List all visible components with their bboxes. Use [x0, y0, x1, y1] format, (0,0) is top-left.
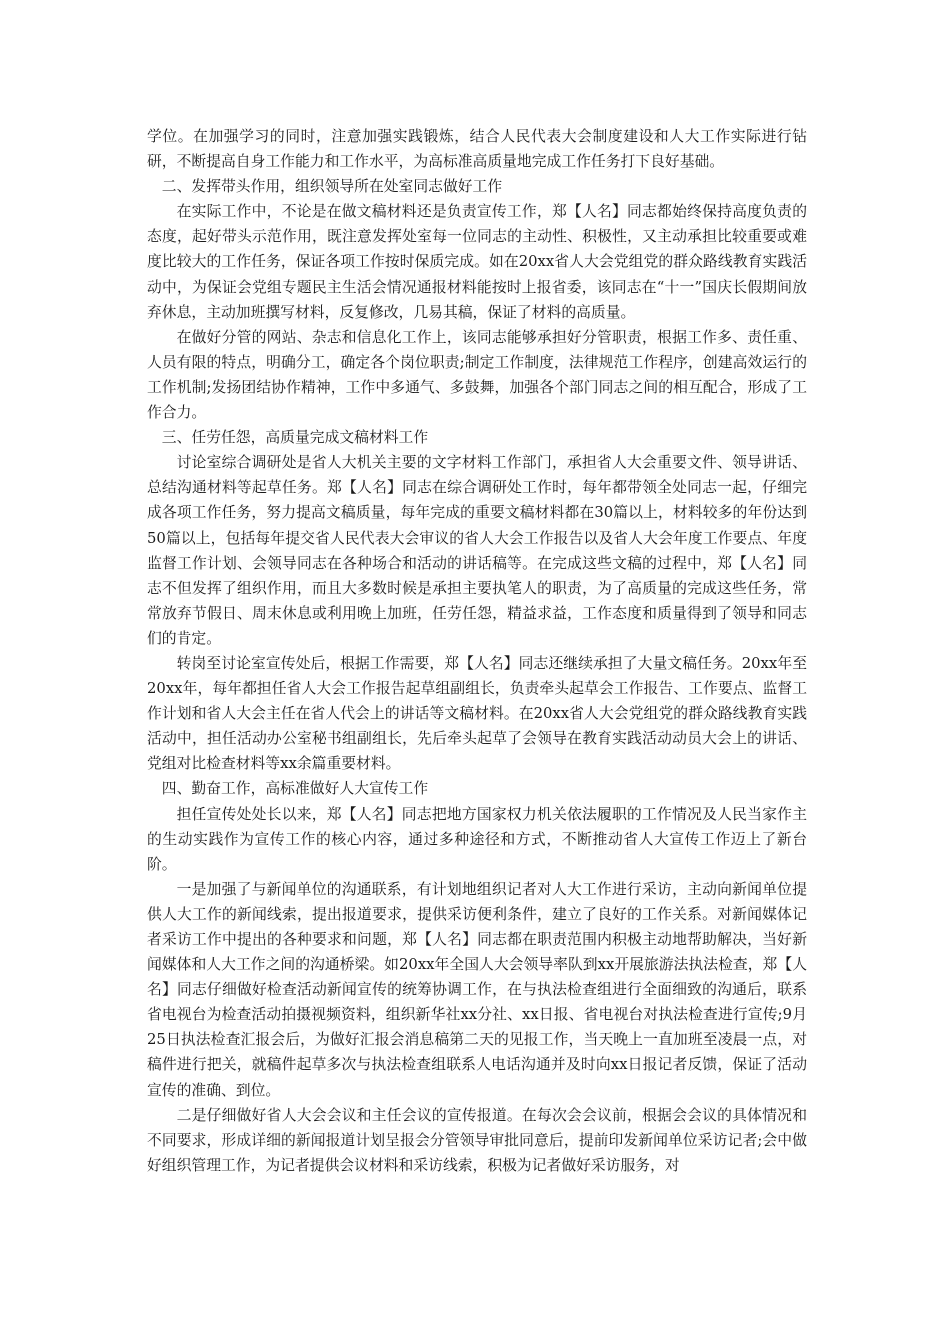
paragraph: 转岗至讨论室宣传处后，根据工作需要，郑【人名】同志还继续承担了大量文稿任务。20xx年至20xx年，每年都担任省人大会工作报告起草组副组长，负责牵头起草会工作报告、工作要点、监督工作计划和省人大会主任在省人代会上的讲话等文稿材料。在20xx省人大会党组党的群众路线教育实践活动中，担任活动办公室秘书组副组长，先后牵头起草了会领导在教育实践活动动员大会上的讲话、党组对比检查材料等xx余篇重要材料。 — [147, 654, 807, 773]
paragraph: 在做好分管的网站、杂志和信息化工作上，该同志能够承担好分管职责，根据工作多、责任重、人员有限的特点，明确分工，确定各个岗位职责;制定工作制度，法律规范工作程序，创建高效运行的工作机制;发扬团结协作精神，工作中多通气、多鼓舞，加强各个部门同志之间的相互配合，形成了工作合力。 — [147, 328, 807, 422]
paragraph: 二是仔细做好省人大会会议和主任会议的宣传报道。在每次会会议前，根据会会议的具体情况和不同要求，形成详细的新闻报道计划呈报会分管领导审批同意后，提前印发新闻单位采访记者;会中做好组织管理工作，为记者提供会议材料和采访线索，积极为记者做好采访服务，对 — [147, 1106, 807, 1174]
paragraph: 担任宣传处处长以来，郑【人名】同志把地方国家权力机关依法履职的工作情况及人民当家作主的生动实践作为宣传工作的核心内容，通过多种途径和方式，不断推动省人大宣传工作迈上了新台阶。 — [147, 805, 807, 873]
section-heading-2: 二、发挥带头作用，组织领导所在处室同志做好工作 — [161, 178, 503, 196]
document-body — [147, 124, 807, 1178]
section-heading-4: 四、勤奋工作，高标准做好人大宣传工作 — [161, 780, 429, 798]
paragraph-intro: 学位。在加强学习的同时，注意加强实践锻炼，结合人民代表大会制度建设和人大工作实际进行钻研，不断提高自身工作能力和工作水平，为高标准高质量地完成工作任务打下良好基础。 — [147, 128, 807, 171]
paragraph: 在实际工作中，不论是在做文稿材料还是负责宣传工作，郑【人名】同志都始终保持高度负责的态度，起好带头示范作用，既注意发挥处室每一位同志的主动性、积极性，又主动承担比较重要或难度比较大的工作任务，保证各项工作按时保质完成。如在20xx省人大会党组党的群众路线教育实践活动中，为保证会党组专题民主生活会情况通报材料能按时上报省委，该同志在“十一”国庆长假期间放弃休息，主动加班撰写材料，反复修改，几易其稿，保证了材料的高质量。 — [147, 203, 807, 321]
paragraph: 一是加强了与新闻单位的沟通联系，有计划地组织记者对人大工作进行采访，主动向新闻单位提供人大工作的新闻线索，提出报道要求，提供采访便利条件，建立了良好的工作关系。对新闻媒体记者采访工作中提出的各种要求和问题，郑【人名】同志都在职责范围内积极主动地帮助解决，当好新闻媒体和人大工作之间的沟通桥梁。如20xx年全国人大会领导率队到xx开展旅游法执法检查，郑【人名】同志仔细做好检查活动新闻宣传的统筹协调工作，在与执法检查组进行全面细致的沟通后，联系省电视台为检查活动拍摄视频资料，组织新华社xx分社、xx日报、省电视台对执法检查进行宣传;9月25日执法检查汇报会后，为做好汇报会消息稿第二天的见报工作，当天晚上一直加班至凌晨一点，对稿件进行把关，就稿件起草多次与执法检查组联系人电话沟通并及时向xx日报记者反馈，保证了活动宣传的准确、到位。 — [147, 880, 807, 1099]
section-heading-3: 三、任劳任怨，高质量完成文稿材料工作 — [161, 429, 429, 447]
paragraph: 讨论室综合调研处是省人大机关主要的文字材料工作部门，承担省人大会重要文件、领导讲话、总结沟通材料等起草任务。郑【人名】同志在综合调研处工作时，每年都带领全处同志一起，仔细完成各项工作任务，努力提高文稿质量，每年完成的重要文稿材料都在30篇以上，材料较多的年份达到50篇以上，包括每年提交省人民代表大会审议的省人大会工作报告以及省人大会年度工作要点、年度监督工作计划、会领导同志在各种场合和活动的讲话稿等。在完成这些文稿的过程中，郑【人名】同志不但发挥了组织作用，而且大多数时候是承担主要执笔人的职责，为了高质量的完成这些任务，常常放弃节假日、周末休息或利用晚上加班，任劳任怨，精益求益，工作态度和质量得到了领导和同志们的肯定。 — [147, 454, 807, 647]
